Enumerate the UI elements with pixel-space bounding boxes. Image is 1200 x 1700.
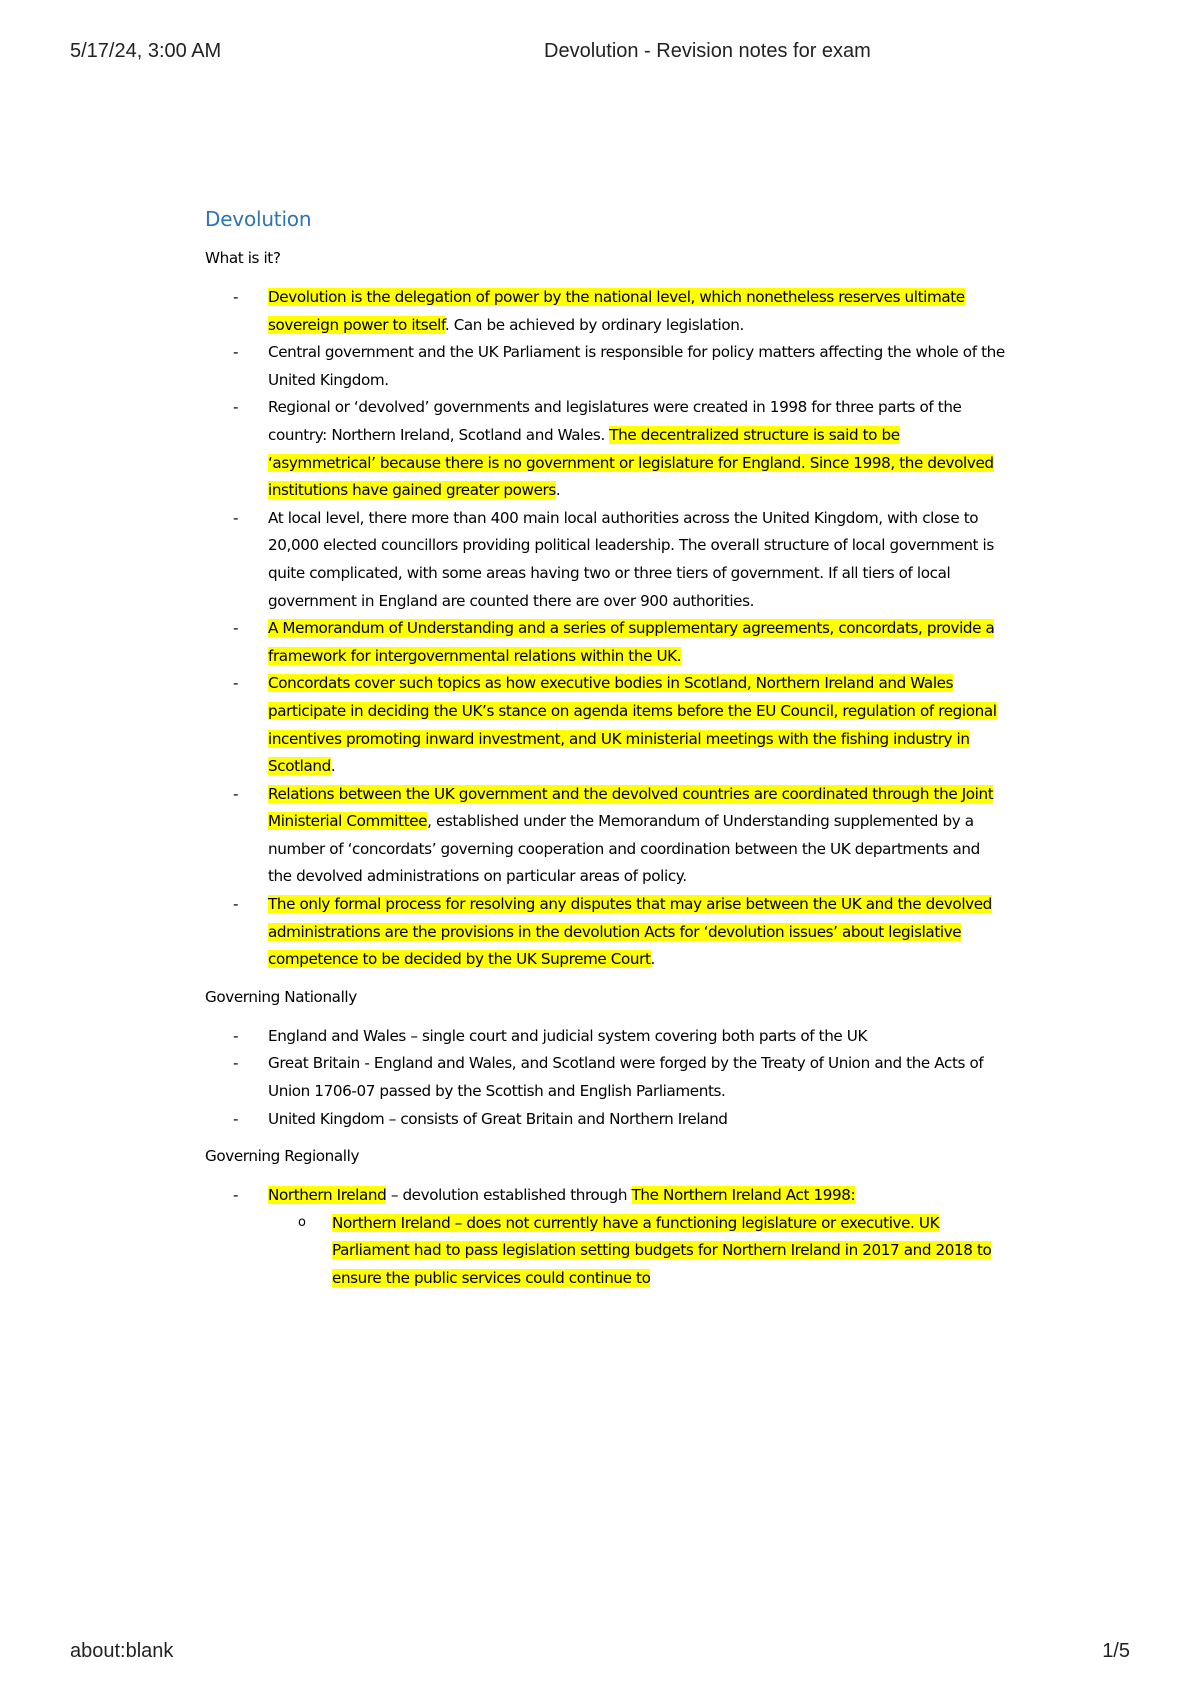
text-segment: – devolution established through <box>386 1186 632 1205</box>
list-item <box>205 1050 1005 1105</box>
print-footer <box>0 1640 1200 1670</box>
list-item <box>205 505 1005 615</box>
list-item <box>205 1023 1005 1051</box>
section-heading: Governing Regionally <box>205 1147 360 1166</box>
text-segment: At local level, there more than 400 main local authorities across the United Kingdom, with close to 20,000 elected councillors providing political leadership. The overall structure of local government is quite complicated, with some areas having two or three tiers of government. If all tiers of local government in England are counted there are over 900 authorities. <box>268 508 994 610</box>
list-item <box>205 284 1005 339</box>
highlighted-text: The only formal process for resolving any disputes that may arise between the UK and the devolved administrations are the provisions in the devolution Acts for ‘devolution issues’ about legislative competence to be decided by the UK Supreme Court <box>268 895 992 969</box>
text-segment: Central government and the UK Parliament is responsible for policy matters affecting the whole of the United Kingdom. <box>268 343 1005 389</box>
highlighted-text: Northern Ireland – does not currently have a functioning legislature or executive. UK Parliament had to pass legislation setting budgets for Northern Ireland in 2017 and 2018 to ensure the public services could continue to <box>332 1213 992 1287</box>
list-item <box>205 615 1005 670</box>
text-segment: United Kingdom – consists of Great Britain and Northern Ireland <box>268 1109 728 1128</box>
text-segment: England and Wales – single court and judicial system covering both parts of the UK <box>268 1026 868 1045</box>
section-heading: What is it? <box>205 249 281 267</box>
sub-list-item <box>268 1210 1005 1293</box>
document-sections <box>205 245 1005 1293</box>
list-item <box>205 394 1005 504</box>
document-title: Devolution <box>205 207 312 231</box>
text-segment: Great Britain - England and Wales, and Scotland were forged by the Treaty of Union and the Acts of Union 1706-07 passed by the Scottish and English Parliaments. <box>268 1054 984 1101</box>
document-body <box>205 205 1005 1303</box>
list-item <box>205 670 1005 780</box>
highlighted-text: A Memorandum of Understanding and a series of supplementary agreements, concordats, provide a framework for intergovernmental relations within the UK. <box>268 619 995 665</box>
list-item <box>205 1106 1005 1134</box>
section-heading: Governing Nationally <box>205 987 357 1006</box>
print-url: about:blank <box>70 1640 174 1662</box>
page-number: 1/5 <box>1102 1640 1130 1662</box>
bullet-list <box>205 1182 1005 1292</box>
text-segment: . <box>555 481 561 500</box>
text-segment: . <box>330 757 336 776</box>
print-page-title: Devolution - Revision notes for exam <box>544 40 871 62</box>
highlighted-text: The decentralized structure is said to be ‘asymmetrical’ because there is no government or legislature for England. Since 1998, the devolved institutions have gained greater powers <box>268 425 994 500</box>
text-segment: . <box>650 950 655 969</box>
sub-bullet-list <box>268 1210 1005 1293</box>
bullet-list <box>205 284 1005 974</box>
highlighted-text: Relations between the UK government and the devolved countries are coordinated through the Joint Ministerial Committee <box>268 784 994 831</box>
highlighted-text: Devolution is the delegation of power by the national level, which nonetheless reserves ultimate sovereign power to itself <box>268 288 965 334</box>
highlighted-text: Concordats cover such topics as how executive bodies in Scotland, Northern Ireland and Wales participate in deciding the UK’s stance on agenda items before the EU Council, regulation of regional incentives promoting inward investment, and UK ministerial meetings with the fishing industry in Scotland <box>268 674 997 776</box>
text-segment: , established under the Memorandum of Understanding supplemented by a number of ‘concordats’ governing cooperation and coordination between the UK departments and the devolved administrations on particular areas of policy. <box>268 812 980 886</box>
highlighted-text: Northern Ireland <box>268 1186 387 1205</box>
list-item <box>205 1182 1005 1292</box>
list-item <box>205 339 1005 394</box>
text-segment: Regional or ‘devolved’ governments and legislatures were created in 1998 for three parts of the country: Northern Ireland, Scotland and Wales. <box>268 398 962 444</box>
text-segment: . Can be achieved by ordinary legislation. <box>444 315 744 334</box>
print-datetime: 5/17/24, 3:00 AM <box>70 40 222 62</box>
print-header <box>0 40 1200 70</box>
bullet-list <box>205 1023 1005 1133</box>
highlighted-text: The Northern Ireland Act 1998: <box>631 1186 856 1205</box>
list-item <box>205 781 1005 891</box>
list-item <box>205 891 1005 974</box>
